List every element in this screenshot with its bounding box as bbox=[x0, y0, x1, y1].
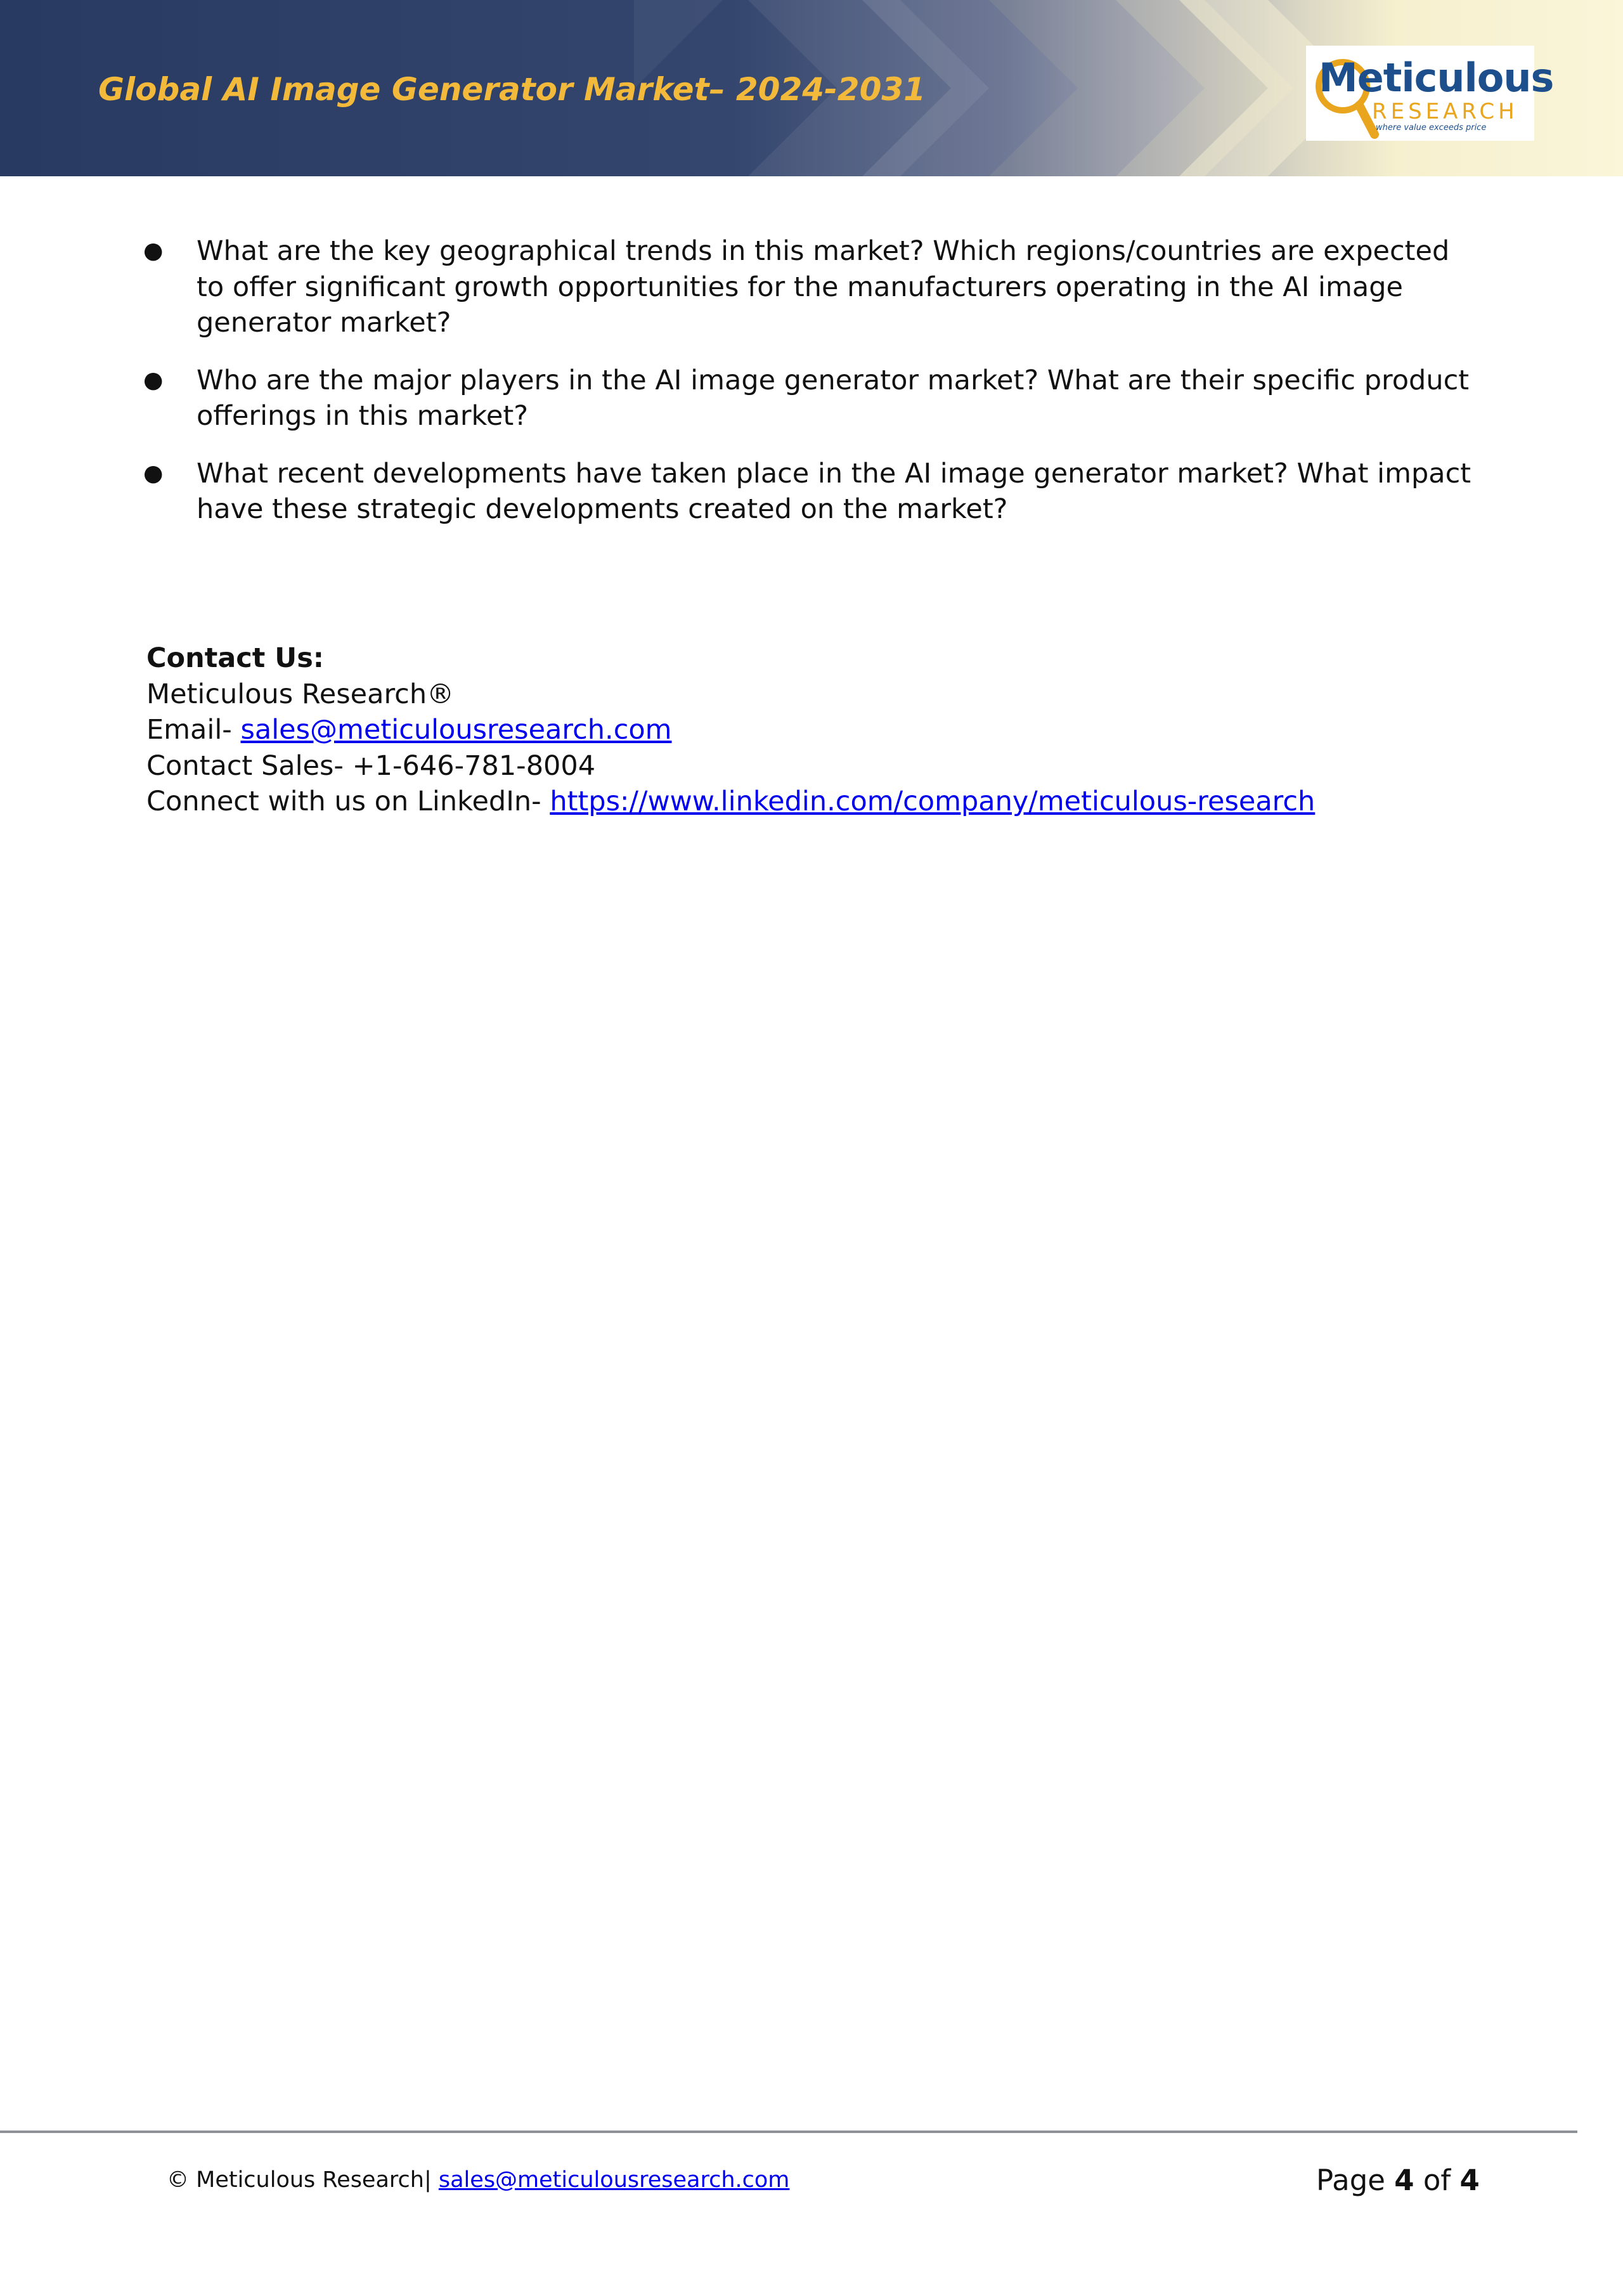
footer-copyright bbox=[167, 2167, 789, 2193]
linkedin-line bbox=[146, 784, 1315, 820]
copyright-text: © Meticulous Research| bbox=[167, 2167, 439, 2193]
page-header bbox=[0, 0, 1623, 176]
page-total: 4 bbox=[1459, 2163, 1480, 2197]
phone-line bbox=[146, 748, 1315, 784]
email-link[interactable]: sales@meticulousresearch.com bbox=[240, 714, 672, 746]
list-item bbox=[143, 456, 1484, 528]
linkedin-link[interactable]: https://www.linkedin.com/company/meticulous-research bbox=[550, 786, 1316, 817]
question-list bbox=[143, 233, 1484, 549]
email-line bbox=[146, 712, 1315, 748]
list-item-text: What recent developments have taken place in the AI image generator market? What impact have these strategic developments created on the market? bbox=[197, 457, 1471, 525]
page-current: 4 bbox=[1394, 2163, 1414, 2197]
company-name: Meticulous Research® bbox=[146, 678, 455, 710]
contact-heading: Contact Us: bbox=[146, 642, 325, 674]
list-item-text: What are the key geographical trends in this market? Which regions/countries are expected to offer significant growth opportunities for the manufacturers operating in the AI image generator market? bbox=[197, 235, 1450, 339]
list-item-text: Who are the major players in the AI image generator market? What are their specific product offerings in this market? bbox=[197, 364, 1470, 432]
phone-label: Contact Sales- bbox=[146, 749, 352, 782]
bullet-icon: ● bbox=[143, 460, 164, 486]
footer-email-link[interactable]: sales@meticulousresearch.com bbox=[438, 2167, 790, 2193]
email-label: Email- bbox=[146, 714, 241, 746]
page-prefix: Page bbox=[1316, 2163, 1395, 2197]
contact-section bbox=[146, 640, 1315, 820]
page-of: of bbox=[1414, 2163, 1460, 2197]
logo-name: Meticulous bbox=[1319, 55, 1554, 101]
logo-subtitle: RESEARCH bbox=[1372, 99, 1518, 124]
list-item bbox=[143, 233, 1484, 341]
linkedin-label: Connect with us on LinkedIn- bbox=[146, 786, 550, 817]
company-logo bbox=[1306, 46, 1554, 141]
footer-divider bbox=[0, 2131, 1577, 2133]
list-item bbox=[143, 363, 1484, 434]
logo-tagline: where value exceeds price bbox=[1376, 123, 1487, 133]
phone-number: +1-646-781-8004 bbox=[352, 749, 596, 782]
report-title: Global AI Image Generator Market– 2024-2031 bbox=[98, 71, 926, 108]
page-number bbox=[1316, 2163, 1480, 2197]
bullet-icon: ● bbox=[143, 238, 164, 264]
bullet-icon: ● bbox=[143, 366, 164, 393]
